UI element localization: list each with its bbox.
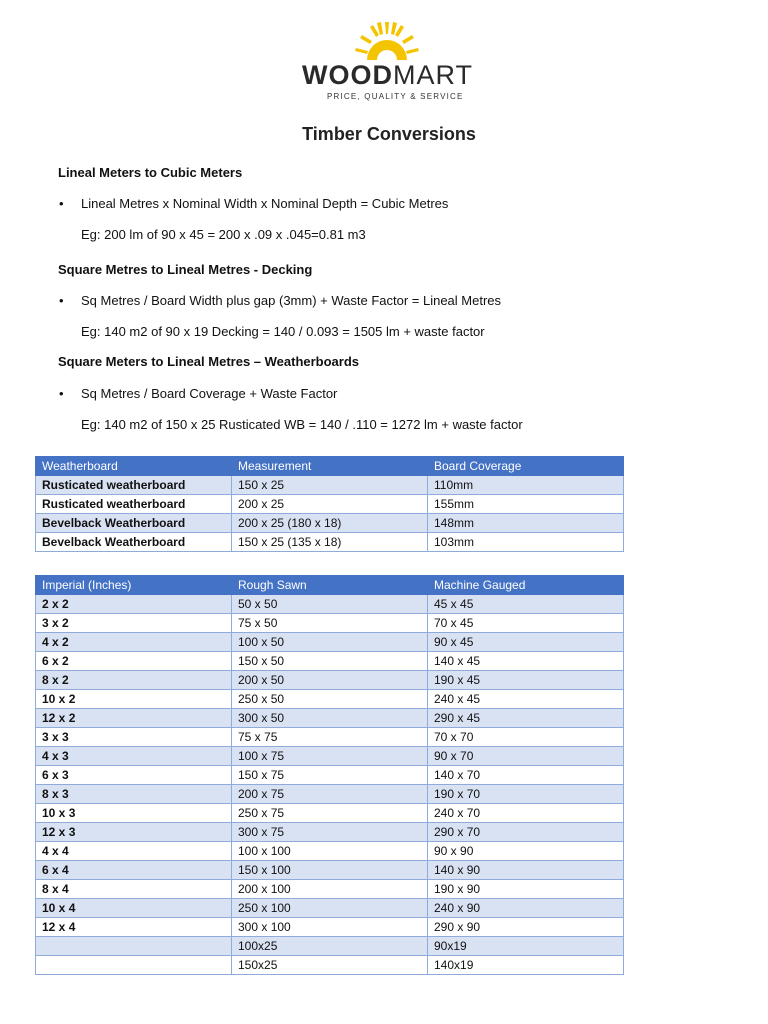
- table-row: [36, 823, 624, 842]
- table-row: [36, 842, 624, 861]
- table-row: [36, 747, 624, 766]
- table-row: [36, 533, 624, 552]
- table-cell: 8 x 4: [36, 880, 232, 899]
- table-cell: 150 x 50: [232, 652, 428, 671]
- bullet-decking: [59, 293, 501, 308]
- table-cell: [36, 937, 232, 956]
- table-cell: 90 x 70: [428, 747, 624, 766]
- table-cell: 150x25: [232, 956, 428, 975]
- table-cell: 70 x 45: [428, 614, 624, 633]
- example-decking: Eg: 140 m2 of 90 x 19 Decking = 140 / 0.093 = 1505 lm + waste factor: [81, 324, 485, 339]
- table-cell: 290 x 90: [428, 918, 624, 937]
- column-header: Machine Gauged: [428, 576, 624, 595]
- table-cell: 100 x 50: [232, 633, 428, 652]
- table-cell: 3 x 3: [36, 728, 232, 747]
- table-cell: Bevelback Weatherboard: [36, 533, 232, 552]
- table-cell: 250 x 50: [232, 690, 428, 709]
- table-cell: 300 x 100: [232, 918, 428, 937]
- woodmart-logo: [300, 20, 476, 106]
- table-cell: 190 x 90: [428, 880, 624, 899]
- table-cell: 75 x 75: [232, 728, 428, 747]
- table-row: [36, 785, 624, 804]
- table-cell: 100x25: [232, 937, 428, 956]
- table-row: [36, 766, 624, 785]
- table-cell: 103mm: [428, 533, 624, 552]
- table-row: [36, 861, 624, 880]
- table-cell: 8 x 3: [36, 785, 232, 804]
- logo-word-mart: MART: [393, 60, 474, 90]
- table-cell: 6 x 4: [36, 861, 232, 880]
- table-cell: 150 x 100: [232, 861, 428, 880]
- table-cell: 140x19: [428, 956, 624, 975]
- table-cell: 140 x 45: [428, 652, 624, 671]
- table-cell: 200 x 25 (180 x 18): [232, 514, 428, 533]
- table-row: [36, 804, 624, 823]
- table-cell: 6 x 2: [36, 652, 232, 671]
- table-row: [36, 595, 624, 614]
- bullet-weatherboards: [59, 386, 337, 401]
- table-cell: 4 x 4: [36, 842, 232, 861]
- table-cell: 148mm: [428, 514, 624, 533]
- table-cell: 240 x 70: [428, 804, 624, 823]
- table-cell: 100 x 75: [232, 747, 428, 766]
- column-header: Board Coverage: [428, 457, 624, 476]
- table-row: [36, 476, 624, 495]
- table-row: [36, 614, 624, 633]
- table-cell: Bevelback Weatherboard: [36, 514, 232, 533]
- table-row: [36, 728, 624, 747]
- table-cell: 290 x 70: [428, 823, 624, 842]
- table-cell: 8 x 2: [36, 671, 232, 690]
- logo-wordmark: [302, 60, 473, 91]
- table-cell: 140 x 70: [428, 766, 624, 785]
- column-header: Weatherboard: [36, 457, 232, 476]
- table-row: [36, 918, 624, 937]
- table-cell: 50 x 50: [232, 595, 428, 614]
- table-cell: 200 x 50: [232, 671, 428, 690]
- table-cell: Rusticated weatherboard: [36, 476, 232, 495]
- table-cell: 4 x 2: [36, 633, 232, 652]
- logo-word-wood: WOOD: [302, 60, 393, 90]
- table-cell: 12 x 4: [36, 918, 232, 937]
- table-cell: 70 x 70: [428, 728, 624, 747]
- table-cell: 10 x 2: [36, 690, 232, 709]
- bullet-text: Sq Metres / Board Coverage + Waste Factor: [81, 386, 338, 401]
- table-cell: [36, 956, 232, 975]
- bullet-text: Lineal Metres x Nominal Width x Nominal Depth = Cubic Metres: [81, 196, 449, 211]
- table-cell: 90 x 45: [428, 633, 624, 652]
- column-header: Rough Sawn: [232, 576, 428, 595]
- table-cell: 200 x 75: [232, 785, 428, 804]
- bullet-lineal-to-cubic: [59, 196, 448, 211]
- table-row: [36, 709, 624, 728]
- column-header: Imperial (Inches): [36, 576, 232, 595]
- table-cell: 155mm: [428, 495, 624, 514]
- table-cell: 75 x 50: [232, 614, 428, 633]
- example-lineal-to-cubic: Eg: 200 lm of 90 x 45 = 200 x .09 x .045=0.81 m3: [81, 227, 366, 242]
- table-row: [36, 937, 624, 956]
- table-row: [36, 880, 624, 899]
- table-cell: 240 x 90: [428, 899, 624, 918]
- table-cell: 300 x 50: [232, 709, 428, 728]
- table-cell: 200 x 100: [232, 880, 428, 899]
- saw-sun-icon: [352, 20, 422, 60]
- page-title: Timber Conversions: [302, 124, 476, 144]
- table-row: [36, 690, 624, 709]
- logo-tagline: PRICE, QUALITY & SERVICE: [327, 92, 464, 101]
- bullet-dot: •: [59, 196, 64, 211]
- table-header-row: [36, 457, 624, 476]
- table-row: [36, 633, 624, 652]
- table-cell: 250 x 75: [232, 804, 428, 823]
- column-header: Measurement: [232, 457, 428, 476]
- table-cell: 45 x 45: [428, 595, 624, 614]
- table-cell: 150 x 25 (135 x 18): [232, 533, 428, 552]
- table-cell: 190 x 70: [428, 785, 624, 804]
- table-cell: 150 x 75: [232, 766, 428, 785]
- table-row: [36, 652, 624, 671]
- table-cell: 10 x 3: [36, 804, 232, 823]
- table-cell: 90x19: [428, 937, 624, 956]
- table-cell: 2 x 2: [36, 595, 232, 614]
- table-cell: 90 x 90: [428, 842, 624, 861]
- table-cell: 12 x 3: [36, 823, 232, 842]
- example-weatherboards: Eg: 140 m2 of 150 x 25 Rusticated WB = 140 / .110 = 1272 lm + waste factor: [81, 417, 523, 432]
- table-cell: 150 x 25: [232, 476, 428, 495]
- table-cell: Rusticated weatherboard: [36, 495, 232, 514]
- table-cell: 12 x 2: [36, 709, 232, 728]
- table-cell: 100 x 100: [232, 842, 428, 861]
- table-row: [36, 899, 624, 918]
- bullet-text: Sq Metres / Board Width plus gap (3mm) + Waste Factor = Lineal Metres: [81, 293, 502, 308]
- table-cell: 250 x 100: [232, 899, 428, 918]
- imperial-conversion-table: [35, 575, 624, 975]
- section-heading-weatherboards: Square Meters to Lineal Metres – Weatherboards: [58, 354, 360, 369]
- table-cell: 300 x 75: [232, 823, 428, 842]
- bullet-dot: •: [59, 293, 64, 308]
- table-cell: 110mm: [428, 476, 624, 495]
- section-heading-lineal-to-cubic: Lineal Meters to Cubic Meters: [58, 165, 243, 180]
- table-cell: 6 x 3: [36, 766, 232, 785]
- table-cell: 10 x 4: [36, 899, 232, 918]
- table-cell: 4 x 3: [36, 747, 232, 766]
- table-row: [36, 495, 624, 514]
- table-row: [36, 671, 624, 690]
- table-cell: 190 x 45: [428, 671, 624, 690]
- table-cell: 200 x 25: [232, 495, 428, 514]
- table-cell: 290 x 45: [428, 709, 624, 728]
- table-row: [36, 514, 624, 533]
- table-cell: 140 x 90: [428, 861, 624, 880]
- table-row: [36, 956, 624, 975]
- weatherboard-table: [35, 456, 624, 552]
- bullet-dot: •: [59, 386, 64, 401]
- table-cell: 3 x 2: [36, 614, 232, 633]
- table-cell: 240 x 45: [428, 690, 624, 709]
- section-heading-decking: Square Metres to Lineal Metres - Decking: [58, 262, 313, 277]
- table-header-row: [36, 576, 624, 595]
